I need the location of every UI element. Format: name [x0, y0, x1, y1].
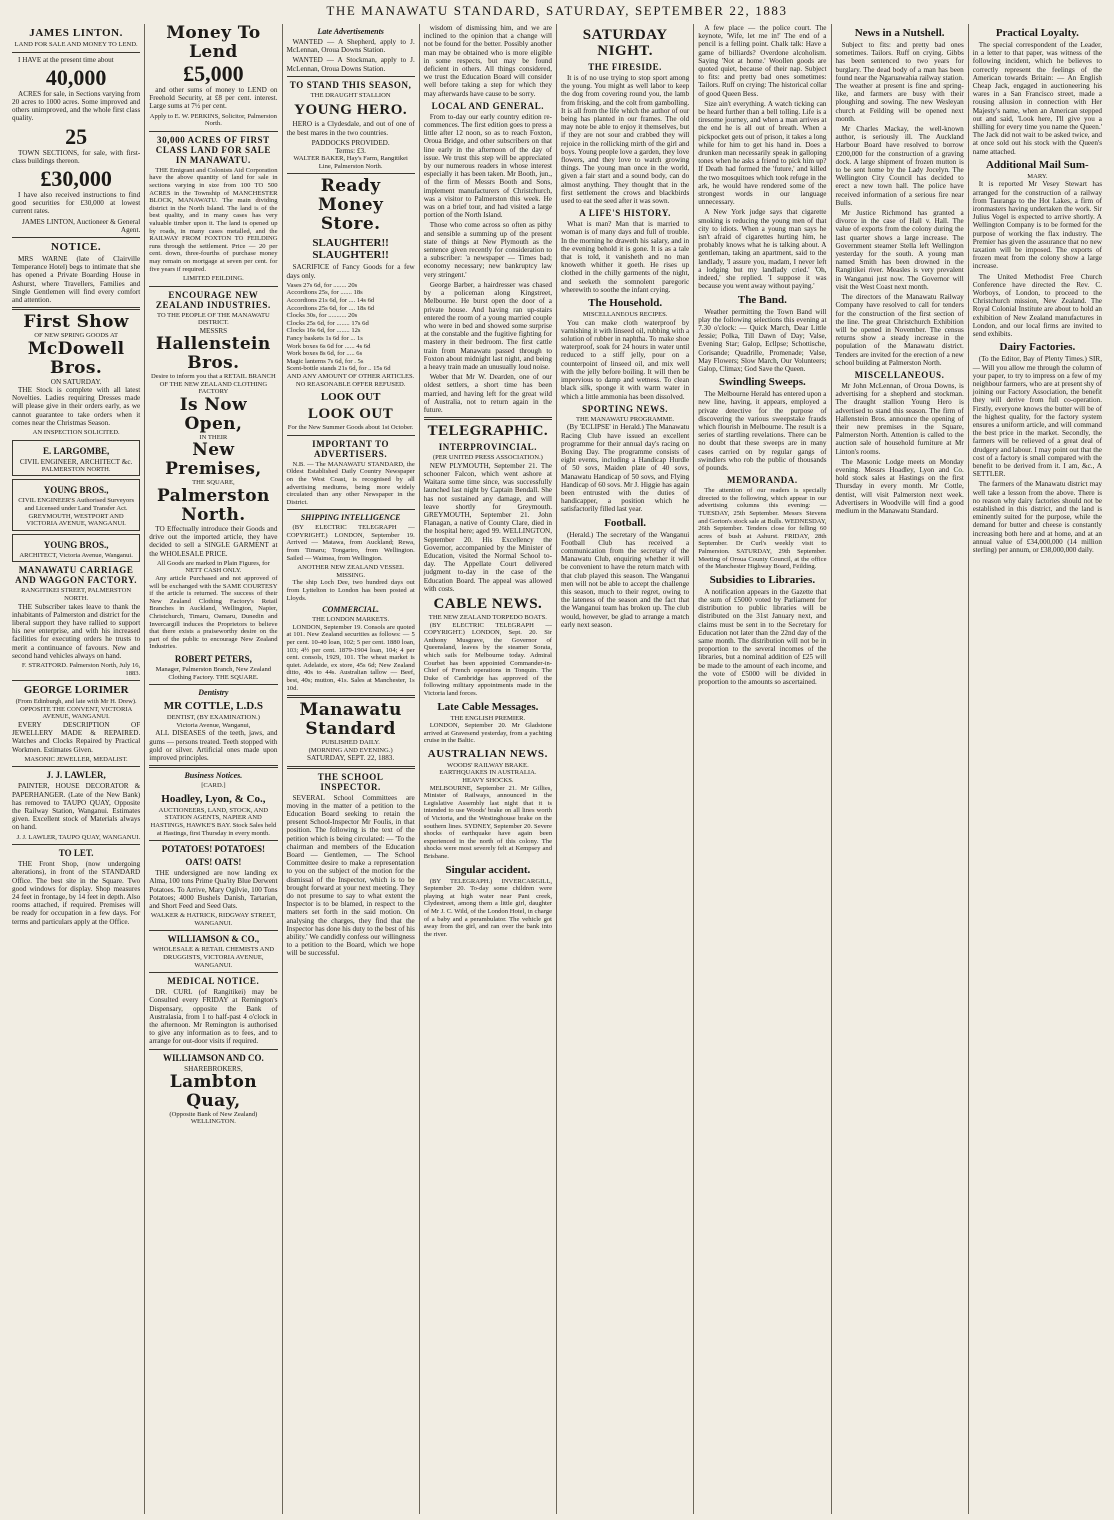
miscellaneous-heading: MISCELLANEOUS. [854, 369, 945, 380]
london-markets-body: LONDON, September 19. Consols are quoted at 101. New Zealand securities as follows: — 5 per cent. 10-40 loan, 102; 5 per cent. 1880 loan, 103; 4½ per cent. 1879-1904 loan, 104; 4 per cent. consols, 1929, 101. The wheat market is quiet. Adelaide, ex store, 45s 6d; New Zealand ditto, 40s to 44s. Australian tallow — Beef, best, 40s; mutton, 41s. Sales at Manchester, 1s 10d. [286, 623, 415, 692]
divider [149, 286, 277, 287]
mail-summary-heading-2: MARY. [1027, 172, 1048, 180]
young-bros-box [12, 479, 140, 530]
price-list-row: Magic lanterns 7s 6d, for . 5s [286, 357, 364, 365]
divider [149, 684, 277, 685]
cottle-address: Victoria Avenue, Wanganui, [176, 721, 251, 729]
dairy-factories-body-2: The farmers of the Manawatu district may well take a lesson from the above. There is no reason why dairy factories should not be established in this district, and the land is eminently suited for the purpose, while the demand for butter and cheese is constantly increasing both here and at home, and at an annual value of £34,000,000 (14 million sterling) per annum, or £38,000,000 daily. [972, 480, 1102, 554]
young-bros-body: CIVIL ENGINEER'S Authorised Surveyors and Licensed under Land Transfer Act. GREYMOUTH, WESTPORT AND VICTORIA AVENUE, WANGANUI. [18, 497, 135, 528]
dentistry-heading: Dentistry [198, 688, 229, 698]
look-out-heading-1: LOOK OUT [320, 391, 381, 404]
hallenstein-name: Hallenstein Bros. [156, 334, 271, 374]
largombe-box [12, 440, 140, 477]
linton-heading: JAMES LINTON. [29, 27, 124, 39]
notice-heading: NOTICE. [50, 241, 102, 254]
first-show-footer: AN INSPECTION SOLICITED. [32, 429, 120, 437]
newspaper-date: SATURDAY, SEPT. 22, 1883. [307, 754, 395, 763]
in-their-label: IN THEIR [199, 433, 228, 441]
money-to-lend-heading: Money To Lend [166, 24, 261, 62]
mail-summary-heading: Additional Mail Sum- [986, 158, 1089, 171]
local-general-body-3: George Barber, a hairdresser was chased by a policeman along Kingstreet, Melbourne. He burst open the door of a private house. And having ran up-stairs entered the room of a young married couple who were in bed and showed some surprise at the constable and the fugitive fighting for mastery in their bedroom. The first cattle train from Manawatu passed through to Foxton about midnight last night, and being a heavy train made an unusually loud noise. [423, 280, 552, 371]
cottle-sub: DENTIST, (BY EXAMINATION.) [166, 714, 260, 722]
manawatu-programme-heading: THE MANAWATU PROGRAMME. [576, 415, 675, 423]
scraps-body: Size ain't everything. A watch ticking can be heard further than a bell tolling. Life is a tiresome journey, and when a man arrives at the end he is all out of breath. When a pickpocket gets out of prison, it takes a long while for him to get his hand in. Does a drunken man necessarily speak in galloping tones when he asks a friend to pick him up? If Death had formed the 'future,' and killed the two mosquitoes which took refuge in the ark, he would have rendered some of the strongest words in our language unnecessary. [698, 99, 827, 207]
to-let-body: THE Front Shop, (now undergoing alterations), in front of the STANDARD Office. The best site in the Square. Two good windows for display. Shop measures 24 feet in frontage, by 14 feet in depth. Also rooms attached, if required. Premises will be ready for occupation in a few days. For terms and particulars apply at the Office. [12, 860, 141, 926]
price-list-row: Vases 27s 6d, for ........ 20s [286, 281, 358, 289]
column-6 [694, 24, 831, 1514]
column-7 [832, 24, 969, 1514]
school-inspector-heading: THE SCHOOL INSPECTOR. [317, 771, 384, 792]
to-let-heading: TO LET. [58, 848, 94, 859]
town-text: TOWN SECTIONS, for sale, with first-class buildings thereon. [12, 148, 141, 165]
scraps-text: A few place — the police court. The keynote, 'Wife, let me in!' The end of a pencil is a felling point. Chalk talk: Have a game of billiards? Overdone alcoholism. Saying 'Not at home.' Woollen goods are quoted quiet, because of their nap. Subject to fits: and pretty bad ones sometimes: Tailors. Ruff on crying: The historical collar of good Queen Bess. [698, 24, 827, 98]
shipping-body: (BY ELECTRIC TELEGRAPH — COPYRIGHT.) LONDON, September 19. Arrived — Matawa, from Auckland; Rewa, from Timaru; Tongariro, from Wellington. Sailed — Waimea, from Wellington. [286, 524, 415, 562]
miscellaneous-body: Mr John McLennan, of Oroua Downs, is advertising for a shepherd and stockman. The draught stallion Young Hero is advertised to stand this season. The firm of Hallenstein Bros. announce the opening of their new premises in the Square, Palmerston North. Attention is called to the auction sale of household furniture at Mr Linton's rooms. [835, 381, 964, 456]
young-bros-architect-heading: YOUNG BROS., [43, 539, 109, 550]
card-label: [CARD.] [201, 782, 226, 790]
price-list-row: Clocks 25s 6d, for ........ 17s 6d [286, 319, 369, 327]
school-inspector-body: SEVERAL School Committees are moving in the matter of a petition to the Education Board seeking to retain the present School-Inspector Mr Foulis, in that position. The following is the text of the petition which is being circulated: — 'To the chairman and members of the Education Board — Gentlemen, — The School Committee desire to make a representation to you on the subject of the motion for the dismissal of the Inspector, which is to be brought forward at your next meeting. They do not presume to say to what extent the Inspector is to be blamed, in respect to the matters set forth in the said motion. On analysing the charges, they find that the Inspector has done his duty to the best of his ability.' We candidly confess our willingness to a petition to the Board, which we hope will be successful. [286, 793, 415, 958]
williamson-heading: WILLIAMSON & CO., [167, 934, 260, 945]
vessel-missing-heading: ANOTHER NEW ZEALAND VESSEL MISSING. [297, 564, 404, 579]
cottle-heading: MR COTTLE, L.D.S [163, 700, 264, 713]
land-heading: 30,000 ACRES OF FIRST CLASS LAND FOR SALE IN MANAWATU. [155, 134, 271, 165]
acres-figure: 40,000 [45, 64, 107, 90]
important-heading: IMPORTANT TO ADVERTISERS. [312, 438, 390, 459]
walter-baker-signature: WALTER BAKER, Hay's Farm, Rangitikei Line, Palmerston North. [293, 155, 408, 170]
divider [287, 509, 415, 510]
price-list-row: Accordions 25s, for ....... 18s [286, 289, 363, 297]
first-show-day: ON SATURDAY. [50, 377, 102, 386]
largombe-title: CIVIL ENGINEER, ARCHITECT &c. [19, 457, 133, 466]
price-list-row: Fancy baskets 1s 6d for ... 1s [286, 334, 363, 342]
cable-news-heading: CABLE NEWS. [433, 595, 543, 612]
town-figure: 25 [65, 123, 88, 149]
divider [149, 765, 277, 768]
column-3 [283, 24, 420, 1514]
masthead: THE MANAWATU STANDARD, SATURDAY, SEPTEMBER 22, 1883 [326, 3, 788, 18]
column-1 [8, 24, 145, 1514]
hallenstein-body: Desire to inform you that a RETAIL BRANCH OF THE NEW ZEALAND CLOTHING FACTORY [151, 373, 276, 396]
london-markets-heading: THE LONDON MARKETS. [312, 616, 390, 624]
lawler-body: PAINTER, HOUSE DECORATOR & PAPERHANGER. (Late of the New Bank) has removed to TAUPO QUAY, Opposite the Railway Station, Wanganui. Estimates given. Excellent stock of Materials always on hand. [12, 782, 141, 832]
price-list-row: Accordions 21s 6d, for .... 14s 6d [286, 297, 375, 304]
lifes-history-heading: A LIFE'S HISTORY. [579, 208, 671, 219]
fireside-heading: THE FIRESIDE. [588, 62, 663, 72]
robert-peters-name: ROBERT PETERS, [174, 654, 252, 664]
column-4 [420, 24, 557, 1514]
oats-heading: OATS! OATS! [185, 857, 242, 868]
divider [149, 972, 277, 973]
dairy-factories-body: (To the Editor, Bay of Plenty Times.) SIR, — Will you allow me through the column of your paper, to try to impress on a few of my neighbour farmers, who are at present shy of joining our Factory Association, the benefit they will derive from full co-operation. Firstly, everyone knows the butter will be of the highest quality, for the factory system ensures a uniform article, and will command the best price in the market. Secondly, the farmers will be relieved of a great deal of drudgery and labour. I may point out that the cost of a factory is small compared with the benefit to be derived from it. I am, &c., A SETTLER. [972, 355, 1102, 479]
young-bros-heading: YOUNG BROS., [43, 485, 109, 496]
english-premier-body: LONDON, September 20. Mr Gladstone arrived at Gravesend yesterday, from a yachting cruise in the Baltic. [423, 722, 552, 745]
subsidies-body: A notification appears in the Gazette that the sum of £5000 voted by Parliament for distribution to public libraries will be distributed on the 31st January next, and claims must be sent in to the Secretary for Education not later than the 22nd day of the same month. The distribution will not be in proportion to the several incomes of the libraries, but a nominal addition of £25 will be made to the amount of each income, and the vote of £5000 will be divided in proportion to the amounts so ascertained. [698, 587, 827, 686]
divider [287, 173, 415, 174]
interprovincial-heading: INTERPROVINCIAL. [438, 442, 538, 453]
lifes-history-body: What is man? Man that is married to woman is of many days and full of trouble. In the morning he draweth his salary, and in the evening behold it is gone. It is as a tale that is told, it vanisheth and no man knoweth whither it goeth. He rises up clothed in the chilly garments of the night, and seeketh the somnolent paregoric wherewith to soothe the infant crying. [561, 220, 690, 294]
divider [12, 52, 140, 53]
fireside-body: It is of no use trying to stop sport among the young. You might as well labor to keep the dog from covering round you, the lamb from frisking, and the colt from gambolling. It is all from the life which the author of our being has planted in our frames. The old may note be able to enjoy it themselves, but if they are not sour and crabbed they will rejoice in the rollicking mirth of the girl and boys. Young people love a garden, they love flowers, and they love to watch growing things. The young man once in the world, given a fair start and a sound body, can do almost anything. They thought that in the first settlement the crows and blackbirds used to eat the seed after it was sown. [561, 74, 690, 206]
young-bros-architect-body: ARCHITECT, Victoria Avenue, Wanganui. [19, 551, 133, 559]
land-body: THE Emigrant and Colonists Aid Corporation have the above quantity of land for sale in sections varying in size from 100 TO 500 ACRES in the Township of MANCHESTER BLOCK, MANAWATU. The main dividing district in the North Island. The land is of the best quality, and in many cases has very valuable timber upon it. The land is opened up by roads, in many cases metalled, and the RAILWAY FROM FOXTON TO FEILDING runs through the settlement. Price — 20 per cent. down, three-fourths of purchase money may remain on mortgage at seven per cent. for five years if required. [149, 166, 278, 273]
terms-note: Terms: £3. [335, 147, 366, 156]
linton-body: I HAVE at the present time about [18, 55, 114, 64]
first-show-heading: First Show [23, 312, 129, 333]
subsidies-heading: Subsidies to Libraries. [709, 573, 816, 586]
nutshell-body-4: The directors of the Manawatu Railway Company have resolved to call for tenders for the construction of the first section of the line. The great Christchurch Exhibition will be opened in November. The census returns show a steady increase in the population of the Manawatu district. Tenders are invited for the erection of a new school building at Palmerston North. [835, 293, 964, 367]
price-list-row: Work boxes 6s 6d for ...... 4s 6d [286, 342, 371, 350]
potatoes-body: THE undersigned are now landing ex Alma, 100 tons Prime Qua'ity Blue Derwent Potatoes. To Arrive, Mary Ogilvie, 100 Tons Potatoes; 4000 Bushels Danish, Tartarian, and Short Feed and Seed Oats. [149, 869, 278, 910]
lend-figure: £5,000 [183, 61, 244, 86]
dr-curl-body: DR. CURL (of Rangitikei) may be Consulted every FRIDAY at Remington's Dispensary, opposite the Bank of Australasia, from 1 to half-past 4 o'clock in the afternoon. Mr Remington is authorised to give any information as to fees, and to arrange for out-door visits if required. [149, 988, 278, 1046]
palmerston-north-heading: Palmerston North. [157, 486, 270, 526]
acres-text: ACRES for sale, in Sections varying from 20 acres to 1000 acres. Some improved and others unimproved, and the whole first class quality. [12, 89, 141, 123]
sacrifice-text: SACRIFICE of Fancy Goods for a few days only. [286, 263, 415, 280]
practical-loyalty-body: The special correspondent of the Leader, in a letter to that paper, was witness of the following incident, which he believes to correctly represent the feelings of the American towards Britain: — An English Cheap Jack, engaged in auctioneering his wares in a San Francisco street, made a rousing allusion in connection with Her Majesty's name, when an American stepped out and said, 'Look here, I'll give you a shilling for every time you name the Queen.' The Jack did not wait to be asked twice, and at once sold out his stock with the Queen's name attached. [972, 41, 1102, 156]
price-list [287, 282, 415, 373]
divider [424, 417, 552, 420]
williamson-body: WHOLESALE & RETAIL CHEMISTS AND DRUGGISTS, VICTORIA AVENUE, WANGANUI. [152, 946, 274, 969]
page-columns [8, 24, 1106, 1514]
woods-brake-heading: WOODS' RAILWAY BRAKE. [447, 761, 529, 769]
largombe-place: PALMERSTON NORTH. [41, 465, 111, 473]
football-body: (Herald.) The secretary of the Wanganui Football Club has received a communication from the secretary of the Manawatu Club, enquiring whether it will be convenient to have the return match with that club played this season. The Wanganui men will not be able to accept the challenge this season, much to their regret, owing to the lateness of the season and the fact that the Wanganui team has broken up. The club would, however, be glad to arrange a match early next season. [561, 530, 690, 629]
divider [12, 237, 140, 238]
miscellaneous-body-2: The Masonic Lodge meets on Monday evening. Messrs Hoadley, Lyon and Co. hold stock sales at Hastings on the first Thursday in every month. Mr Cottle, dentist, will visit Palmerston next week. Advertisers in Woodville will find a good medium in the Manawatu Standard. [835, 457, 964, 515]
column-2 [145, 24, 282, 1514]
shipping-heading: SHIPPING INTELLIGENCE [300, 513, 401, 523]
linton-signature: JAMES LINTON, Auctioneer & General Agent. [22, 217, 141, 234]
nutshell-heading: News in a Nutshell. [854, 27, 945, 39]
carriage-signature: F. STRATFORD. Palmerston North, July 16, 1883. [21, 662, 141, 677]
earthquakes-heading: EARTHQUAKES IN AUSTRALIA. [439, 769, 537, 777]
notice-body: MRS WARNE (late of Clairville Temperance Hotel) begs to intimate that she has opened a Private Boarding House in Ashurst, where Travellers, Families and Single Gentlemen will find every comfort and attention. [12, 255, 141, 305]
scraps-body-2: A New York judge says that cigarette smoking is reducing the young men of that city to idiots. When a young man says he isn't afraid of cigarettes hurting him, he probably knows what he is talking about. A gentleman, taking an apartment, said to the landlady, 'I assure you, madam, I never left a lodging but my landlady cried.' 'Oh, indeed,' she replied. 'I suppose it was because you went away without paying.' [698, 208, 827, 291]
press-association-label: (PER UNITED PRESS ASSOCIATION.) [432, 454, 543, 462]
the-square-label: THE SQUARE, [192, 479, 235, 487]
robert-peters-body: Manager, Palmerston Branch, New Zealand Clothing Factory. THE SQUARE. [155, 666, 272, 681]
carriage-body: THE Subscriber takes leave to thank the inhabitants of Palmerston and district for the liberal support they have rallied to support his new enterprise, and with his increased facilities for executing orders he trusts to merit a continuance of favours. New and second hand vehicles always on hand. [12, 602, 141, 660]
household-body: You can make cloth waterproof by varnishing it with linseed oil, rubbing with a solution of rubber in naphtha. To make shoe waterproof, soak for 24 hours in water until reduced to a stiff jelly, pour on a counterpoint of linseed oil, and mix well with the jelly before boiling. It will then be impervious to damp and wetness. To clean black silk, sponge it with warm water in which a little ammonia has been dissolved. [561, 318, 690, 401]
summer-goods-note: For the New Summer Goods about 1st October. [287, 424, 414, 432]
cottle-body: ALL DISEASES of the teeth, jaws, and gums — persons treated. Teeth stopped with gold or silver. Artificial ones made upon improved principles. [149, 729, 278, 762]
sporting-news-heading: SPORTING NEWS. [582, 403, 669, 414]
nutshell-body-2: Mr Charles Mackay, the well-known author, is seriously ill. The Auckland Harbour Board have resolved to borrow £200,000 for the construction of a graving dock. A large shipment of frozen mutton is to be sent home by the Lady Jocelyn. The Wellington City Council has decided to erect a new town hall. The police have received information of a serious fire near Bulls. [835, 125, 964, 207]
draught-stallion-label: THE DRAUGHT STALLION [310, 91, 391, 99]
messrs-label: MESSRS [199, 326, 228, 335]
dairy-factories-heading: Dairy Factories. [999, 341, 1076, 354]
encourage-heading: ENCOURAGE NEW ZEALAND INDUSTRIES. [155, 289, 271, 310]
encourage-sub: TO THE PEOPLE OF THE MANAWATU DISTRICT. [156, 311, 270, 327]
swindling-sweeps-body: The Melbourne Herald has entered upon a new line, having, it appears, employed a private detective for the purpose of discovering the various sweepstake frauds which flourish in Melbourne. The result is a series of startling revelations. There can be no doubt that these sweeps are in many cases carried on by regular gangs of swindlers who rob the public of thousands of pounds. [698, 390, 827, 472]
football-heading: Football. [604, 516, 647, 529]
palmerston-body: TO Effectually introduce their Goods and drive out the imported article, they have decided to sell a SINGLE GARMENT at the WHOLESALE PRICE. [149, 525, 278, 558]
mail-summary-body-2: The United Methodist Free Church Conference have directed the Rev. C. Worboys, of London, to proceed to the Christchurch mission, New Zealand. The Royal Colonial Institute are about to hold an exhibition of New Zealand manufactures in London, and our local firms are invited to send exhibits. [972, 272, 1102, 339]
late-cable-heading: Late Cable Messages. [437, 700, 539, 713]
price-list-row: Accordions 25s 6d, for .... 18s 6d [286, 304, 375, 312]
australian-news-heading: AUSTRALIAN NEWS. [427, 747, 548, 760]
singular-accident-body: (BY TELEGRAPH.) INVERCARGILL, September 20. To-day some children were playing at high water near Pani creek, Clydestreet, among them a little girl, daughter of Mr J. C. Wild, of the London Hotel, in charge of a baby and a perambulator. The vehicle got away from the girl, and ran over the bank into the river. [423, 877, 552, 938]
young-hero-heading: YOUNG HERO. [294, 102, 408, 119]
lend-signature: Apply to E. W. PERKINS, Solicitor, Palmerston North. [149, 112, 277, 128]
divider [12, 307, 140, 310]
walker-hatrick-signature: WALKER & HATRICK, RIDGWAY STREET, WANGANUI. [150, 912, 276, 927]
lawler-heading: J. J. LAWLER, [46, 770, 106, 781]
other-articles-note: AND ANY AMOUNT OF OTHER ARTICLES. [286, 372, 415, 380]
ready-money-store-heading: Ready Money Store. [318, 176, 384, 235]
first-show-sub: OF NEW SPRING GOODS AT [34, 332, 119, 340]
recipes-heading: MISCELLANEOUS RECIPES. [582, 311, 668, 319]
is-now-open: Is Now Open, [179, 394, 248, 434]
young-hero-body: HERO is a Clydesdale, and out of one of the best mares in the two countries. [286, 120, 415, 137]
local-general-body: From to-day our early country edition re-commences. The first edition goes to press a little after 12 noon, so as to reach Foxton, Oroua Bridge, and other subscribers on that line early in the afternoon of the day of issue. We trust this step will be appreciated by our numerous readers in whose interest especially it has been taken. Mr Booth, jun., of the firm of Messrs Booth and Sons, implement manufacturers of Christchurch, was a visitor to Palmerston this week. He was on a brief tour, and had visited a large portion of the North Island. [423, 112, 552, 220]
new-premises: New Premises, [165, 440, 262, 480]
mcdowell-firm: McDowell Bros. [27, 338, 125, 378]
business-notices-heading: Business Notices. [184, 771, 243, 781]
australian-news-body: MELBOURNE, September 21. Mr Gillies, Minister of Railways, announced in the Legislative Assembly last night that it is intended to use Woods' brake on all lines worth of Victoria, and the Westinghouse brake on the southern lines. SYDNEY, September 20. Severe shocks of earthquake have again been experienced in the north of this colony. The shocks were most severely felt at Kempsey and Brisbane. [423, 784, 552, 861]
sharebrokers-label: SHAREBROKERS, [184, 1064, 243, 1073]
divider [287, 435, 415, 436]
first-show-body: THE Stock is complete with all latest Novelties. Ladies requiring Dresses made will please give in their orders early, as we cannot guarantee to take orders when it comes near the Christmas Season. [12, 386, 141, 427]
commercial-heading: COMMERCIAL. [322, 605, 379, 615]
lambton-quay: Lambton Quay, [169, 1071, 257, 1111]
stand-season-heading: TO STAND THIS SEASON, [289, 79, 412, 90]
money-figure: £30,000 [40, 166, 112, 192]
price-list-row: Scent-bottle stands 21s 6d, for .. 15s 6d [286, 365, 391, 373]
late-advertisements-heading: Late Advertisements [317, 27, 384, 36]
slaughter-heading: SLAUGHTER!! SLAUGHTER!! [312, 237, 389, 262]
price-list-row: Work boxes 8s 6d, for ..... 6s [286, 350, 363, 358]
divider [149, 1049, 277, 1050]
important-body: N.B. — The MANAWATU STANDARD, the Oldest Established Daily Country Newspaper on the West Coast, is recognised by all advertising mediums, being more widely circulated than any other Newspaper in the District. [286, 460, 415, 506]
lorimer-footer: MASONIC JEWELLER, MEDALIST. [24, 755, 128, 763]
young-bros-architect-box [12, 534, 140, 563]
divider [149, 840, 277, 841]
column-8 [969, 24, 1106, 1514]
largombe-name: E. LARGOMBE, [42, 445, 110, 456]
nutshell-body: Subject to fits: and pretty bad ones sometimes. Tailors. Ruff on crying. Gibbs has been sentenced to two years for burglary. The dead body of a man has been found near the Ngaruawahia railway station. The weather at present is fine and spring-like, and farmers are busy with their ploughing and sowing. The new Wesleyan church at Feilding will be opened next month. [835, 41, 964, 123]
hoadley-body: AUCTIONEERS, LAND, STOCK, AND STATION AGENTS, NAPIER AND HASTINGS, HAWKE'S BAY. Stock Sales held at Hastings, first Thursday in every month. [150, 806, 277, 837]
divider [287, 76, 415, 77]
medical-notice-heading: MEDICAL NOTICE. [167, 976, 260, 987]
band-heading: The Band. [737, 293, 787, 306]
divider [149, 131, 277, 132]
paddocks-note: PADDOCKS PROVIDED. [311, 138, 390, 147]
land-footer: LIMITED FEILDING. [182, 275, 244, 283]
wisdom-body: wisdom of dismissing him, and we are inclined to the opinion that a change will not be found for the better. Possibly another man may be obtained who is more eligible in some respects, but may be found deficient in others. All things considered, we trust the Education Board will consider well before taking a step for which they may afterwards have cause to be sorry. [423, 24, 552, 98]
money-text: I have also received instructions to find good securities for £30,000 at lowest current rates. [12, 191, 141, 216]
divider [12, 766, 140, 767]
carriage-heading: MANAWATU CARRIAGE AND WAGGON FACTORY. [15, 565, 138, 586]
newspaper-sub: PUBLISHED DAILY. [321, 739, 380, 747]
telegraphic-heading: TELEGRAPHIC. [427, 423, 549, 440]
price-list-row: Clocks 30s, for ........... 20s [286, 312, 358, 320]
linton-subheading: LAND FOR SALE AND MONEY TO LEND. [14, 41, 138, 48]
lambton-address: (Opposite Bank of New Zealand) WELLINGTON. [169, 1110, 258, 1126]
williamson-sharebrokers-heading: WILLIAMSON AND CO. [162, 1052, 264, 1063]
plain-figures-note: All Goods are marked in Plain Figures, for NETT CASH ONLY. [156, 559, 270, 575]
mail-summary-body: It is reported Mr Vesey Stewart has arranged for the construction of a railway from Tauranga to the Hot Lakes, a firm of ironmasters having undertaken the work. Sir Julius Vogel is expected to arrive shortly. A Wellington Company is to be formed for the purpose of working the flax industry. The Premier has given the assurance that no new taxation will be imposed. The exports of frozen meat from the colony show a large increase. [972, 180, 1102, 271]
vessel-missing-body: The ship Loch Dee, two hundred days out from Lyttelton to London has been posted at Lloyds. [286, 579, 415, 602]
household-heading: The Household. [588, 297, 663, 310]
lorimer-body: EVERY DESCRIPTION OF JEWELLERY MADE & REPAIRED. Watches and Clocks Repaired by Practical Workmen. Estimates Given. [12, 721, 141, 754]
torpedo-heading: THE NEW ZEALAND TORPEDO BOATS. [428, 613, 547, 621]
palmerston-body-2: Any article Purchased and not approved of will be exchanged with the SAME COURTESY if the article is returned. The success of their New Zealand Clothing Factory's Retail Branches in Auckland, Wellington, Napier, Christchurch, Timaru, Oamaru, Dunedin and Invercargill induces the Proprietors to believe that there exists a praiseworthy desire on the part of the public to encourage New Zealand Industries. [149, 575, 278, 651]
torpedo-body: (BY ELECTRIC TELEGRAPH — COPYRIGHT.) LONDON, Sept. 20. Sir Anthony Musgrave, the Governor of Queensland, leaves by the steamer Sorata, which sails for Melbourne today. Admiral Courbet has been appointed Commander-in-Chief of French operations in Tonquin. The Duke of Cambridge has approved of the following military appointments made in the Victoria land forces. [423, 621, 552, 697]
look-out-heading-2: LOOK OUT [307, 406, 394, 423]
price-list-row: Clocks 16s 6d, for ........ 12s [286, 327, 361, 335]
weber-body: Weber that Mr W. Dearden, one of our oldest settlers, a short time has been married, and having left for the great wild of Australia, not to return again in the future. [423, 373, 552, 414]
divider [149, 930, 277, 931]
divider [12, 844, 140, 845]
saturday-night-heading: SATURDAY NIGHT. [582, 27, 668, 59]
telegraphic-body: NEW PLYMOUTH, September 21. The schooner Falcon, which went ashore at Waitara some time since, was successfully launched last night by Captain Bendall. She has not sustained any damage, and will leave shortly for Greymouth. GREYMOUTH, September 21. John Flanagan, a native of County Clare, died in the hospital here; aged 99. WELLINGTON, September 20. His Excellency the Governor, accompanied by the Minister of Education, visited the Normal School to-day. The Appellate Court delivered judgment to-day in the case of the Education Board. The appeal was allowed with costs. [423, 461, 552, 593]
lawler-signature: J. J. LAWLER, TAUPO QUAY, WANGANUI. [16, 833, 141, 841]
practical-loyalty-heading: Practical Loyalty. [995, 27, 1079, 39]
memoranda-heading: MEMORANDA. [727, 475, 798, 486]
lorimer-sub: (From Edinburgh, and late with Mr H. Drew). OPPOSITE THE CONVENT, VICTORIA AVENUE, WANGANUI. [15, 698, 137, 721]
band-body: Weather permitting the Town Band will play the following selections this evening at 7.30 o'clock: — Quick March, Dear Little Jessie; Polka, Till Dawn of Day; Valse, Evening Star; Galop, Ecllpse; Schottische, Corisande; Quadrille, Promenade; Valse, May Flowers; Slow March, Our Volunteers; Galop, Climax; God Save the Queen. [698, 307, 827, 373]
column-5 [557, 24, 694, 1514]
lend-body: and other sums of money to LEND on Freehold Security, at £8 per cent. interest. Large sums at 7½ per cent. [149, 86, 278, 111]
carriage-address: RANGITIKEI STREET, PALMERSTON NORTH. [21, 587, 132, 603]
newspaper-title: Manawatu Standard [299, 700, 402, 740]
swindling-sweeps-heading: Swindling Sweeps. [718, 376, 806, 389]
divider [287, 766, 415, 769]
memoranda-body: The attention of our readers is specially directed to the following, which appear in our advertising columns this evening: — TUESDAY, 25th September. Messrs Stevens and Gorton's stock sale at Bulls. WEDNESDAY, 26th September. Tenders close for felling 60 acres of bush at Ashurst. FRIDAY, 28th September. Dr Curl's weekly visit to Palmerston. SATURDAY, 29th September. Meeting of Oroua County Council, at the office of the Manchester Highway Board, Feilding. [698, 487, 827, 571]
wanted-stockman: WANTED — A Stockman, apply to J. McLennan, Oroua Downs Station. [286, 56, 415, 73]
no-offer-note: NO REASONABLE OFFER REFUSED. [295, 380, 406, 388]
english-premier-heading: THE ENGLISH PREMIER. [450, 714, 526, 722]
wanted-shepherd: WANTED — A Shepherd, apply to J. McLennan, Oroua Downs Station. [286, 38, 415, 55]
potatoes-heading: POTATOES! POTATOES! [161, 844, 266, 855]
lorimer-heading: GEORGE LORIMER [23, 684, 129, 697]
divider [12, 680, 140, 681]
nutshell-body-3: Mr Justice Richmond has granted a divorce in the case of Hall v. Hall. The value of exports from the colony during the last quarter shows a large increase. The Government steamer Stella left Wellington yesterday for the south. A young man named Smith has been drowned in the Rangitikei river. Measles is very prevalent in Wanganui just now. The Governor will visit the West Coast next month. [835, 209, 964, 291]
singular-accident-heading: Singular accident. [445, 863, 531, 876]
divider [287, 695, 415, 698]
hoadley-heading: Hoadley, Lyon, & Co., [161, 792, 266, 805]
heavy-shocks-heading: HEAVY SHOCKS. [462, 777, 514, 785]
local-general-body-2: Those who come across so often as pithy and sensible a summing up of the present state of things at New Plymouth as the sentence given recently for consideration to a subscriber: 'a newspaper — Times bad; economy necessary; new bankruptcy law very stringent.' [423, 221, 552, 279]
sporting-news-body: (By 'ECLIPSE' in Herald.) The Manawatu Racing Club have issued an excellent programme for their annual day's racing on Boxing Day. The programme consists of eight events, including a Handicap Hurdle of 50 sovs, Maiden plate of 40 sovs, Manawatu Handicap of 50 sovs, and Flying Handicap of 60 sovs. Mr J. Higgie has again been entrusted with the duties of handicapper, a position which he satisfactorily filled last year. [561, 423, 690, 514]
local-general-heading: LOCAL AND GENERAL. [431, 100, 545, 111]
newspaper-motto: (MORNING AND EVENING.) [308, 746, 393, 754]
